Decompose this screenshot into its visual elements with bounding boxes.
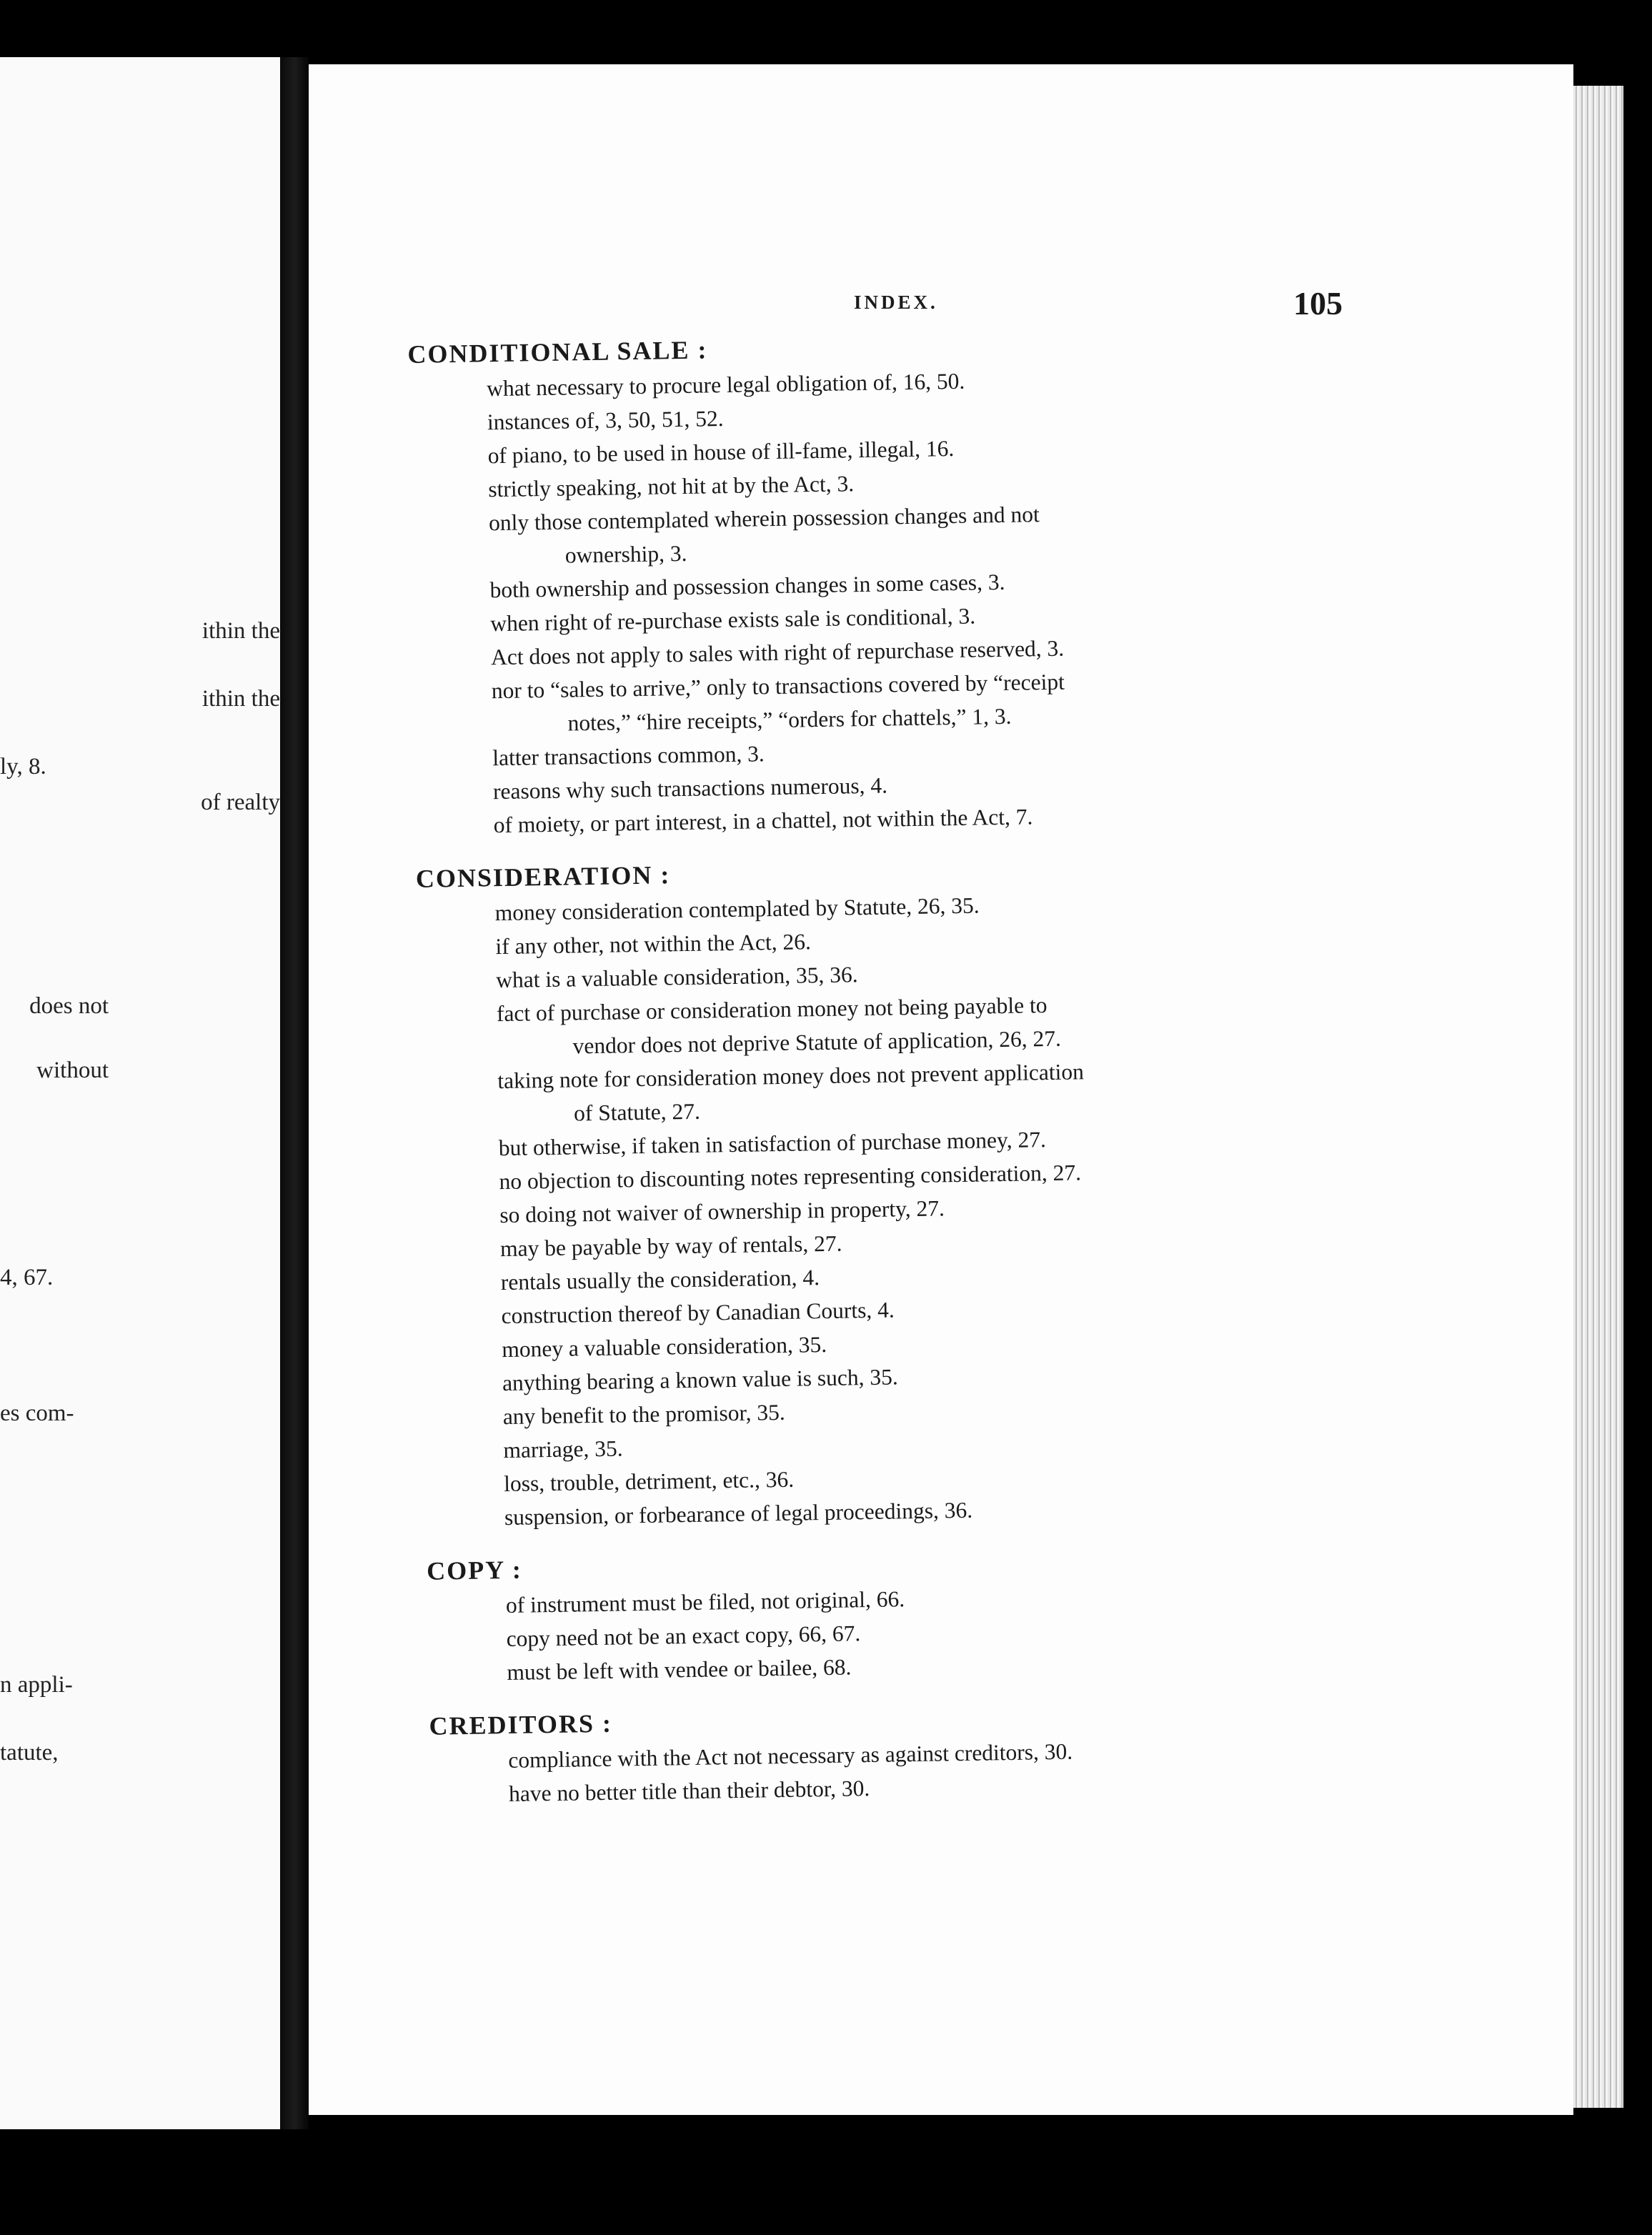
left-page-fragment: ithin the	[201, 618, 280, 644]
left-page-fragment: of realty	[201, 790, 280, 815]
index-subentry: what necessary to procure legal obligation of, 16, 50.	[486, 368, 965, 402]
index-subentry: may be payable by way of rentals, 27.	[499, 1230, 842, 1262]
index-subentry: must be left with vendee or bailee, 68.	[507, 1654, 852, 1686]
left-page-fragment: es com-	[0, 1400, 74, 1426]
index-body	[407, 321, 1381, 1829]
index-subentry: anything bearing a known value is such, 35.	[502, 1364, 899, 1396]
index-entry	[429, 1693, 1380, 1812]
index-subentry: compliance with the Act not necessary as against creditors, 30.	[508, 1738, 1073, 1773]
index-subentry-continuation: of Statute, 27.	[573, 1098, 701, 1126]
index-heading: CONDITIONAL SALE :	[407, 335, 708, 369]
index-entry	[407, 321, 1365, 843]
index-subentry: copy need not be an exact copy, 66, 67.	[506, 1621, 861, 1652]
index-subentry-continuation: vendor does not deprive Statute of application, 26, 27.	[572, 1025, 1062, 1059]
index-heading: CONSIDERATION :	[415, 860, 671, 893]
index-subentry: construction thereof by Canadian Courts, 4.	[501, 1297, 895, 1329]
book-spine	[280, 57, 309, 2129]
index-subentry: what is a valuable consideration, 35, 36.	[495, 962, 858, 993]
page-edge	[1573, 86, 1623, 2108]
index-subentry: rentals usually the consideration, 4.	[500, 1265, 820, 1295]
index-subentry: when right of re-purchase exists sale is conditional, 3.	[490, 603, 976, 637]
index-subentry-continuation: ownership, 3.	[564, 540, 687, 568]
index-subentry: money a valuable consideration, 35.	[502, 1331, 827, 1363]
running-head: INDEX.	[854, 292, 938, 313]
left-page-fragment: ithin the	[201, 686, 280, 712]
left-facing-page	[0, 57, 280, 2129]
index-heading: COPY :	[426, 1555, 523, 1586]
left-page-fragment: does not	[29, 993, 109, 1019]
index-subentry: instances of, 3, 50, 51, 52.	[487, 406, 724, 435]
index-subentry: no objection to discounting notes representing consideration, 27.	[499, 1160, 1082, 1195]
left-page-fragment: tatute,	[0, 1740, 59, 1766]
index-subentry: of piano, to be used in house of ill-fame, illegal, 16.	[487, 436, 955, 469]
index-subentry: nor to “sales to arrive,” only to transactions covered by “receipt	[491, 669, 1065, 704]
index-subentry: of instrument must be filed, not original, 66.	[505, 1586, 905, 1618]
index-subentry: money consideration contemplated by Statute, 26, 35.	[494, 892, 980, 926]
left-page-fragment: 4, 67.	[0, 1265, 54, 1290]
left-page-fragment: without	[36, 1057, 109, 1083]
index-subentry: have no better title than their debtor, 30.	[508, 1776, 870, 1807]
index-heading: CREDITORS :	[429, 1708, 613, 1741]
index-subentry: any benefit to the promisor, 35.	[502, 1399, 786, 1430]
index-subentry: only those contemplated wherein possession changes and not	[488, 502, 1040, 536]
index-subentry-continuation: notes,” “hire receipts,” “orders for chattels,” 1, 3.	[567, 703, 1012, 736]
index-subentry: taking note for consideration money does not prevent application	[497, 1059, 1085, 1094]
index-subentry: suspension, or forbearance of legal proceedings, 36.	[504, 1497, 973, 1530]
index-subentry: Act does not apply to sales with right of repurchase reserved, 3.	[490, 635, 1065, 670]
index-subentry: both ownership and possession changes in some cases, 3.	[489, 569, 1005, 603]
index-subentry: marriage, 35.	[503, 1435, 623, 1463]
index-subentry: latter transactions common, 3.	[492, 741, 765, 771]
left-page-fragment: n appli-	[0, 1672, 73, 1698]
page-number: 105	[1293, 285, 1343, 322]
index-subentry: so doing not waiver of ownership in property, 27.	[499, 1195, 945, 1228]
index-subentry: fact of purchase or consideration money not being payable to	[496, 992, 1048, 1027]
left-page-fragment: ly, 8.	[0, 754, 46, 780]
index-entry	[416, 845, 1377, 1535]
index-subentry: but otherwise, if taken in satisfaction of purchase money, 27.	[498, 1127, 1047, 1161]
index-subentry: reasons why such transactions numerous, 4.	[492, 772, 888, 805]
index-subentry: if any other, not within the Act, 26.	[495, 929, 812, 960]
index-subentry: strictly speaking, not hit at by the Act, 3.	[488, 471, 855, 502]
index-subentry: of moiety, or part interest, in a chattel, not within the Act, 7.	[493, 804, 1033, 838]
index-entry	[427, 1538, 1379, 1691]
index-subentry: loss, trouble, detriment, etc., 36.	[503, 1466, 795, 1497]
